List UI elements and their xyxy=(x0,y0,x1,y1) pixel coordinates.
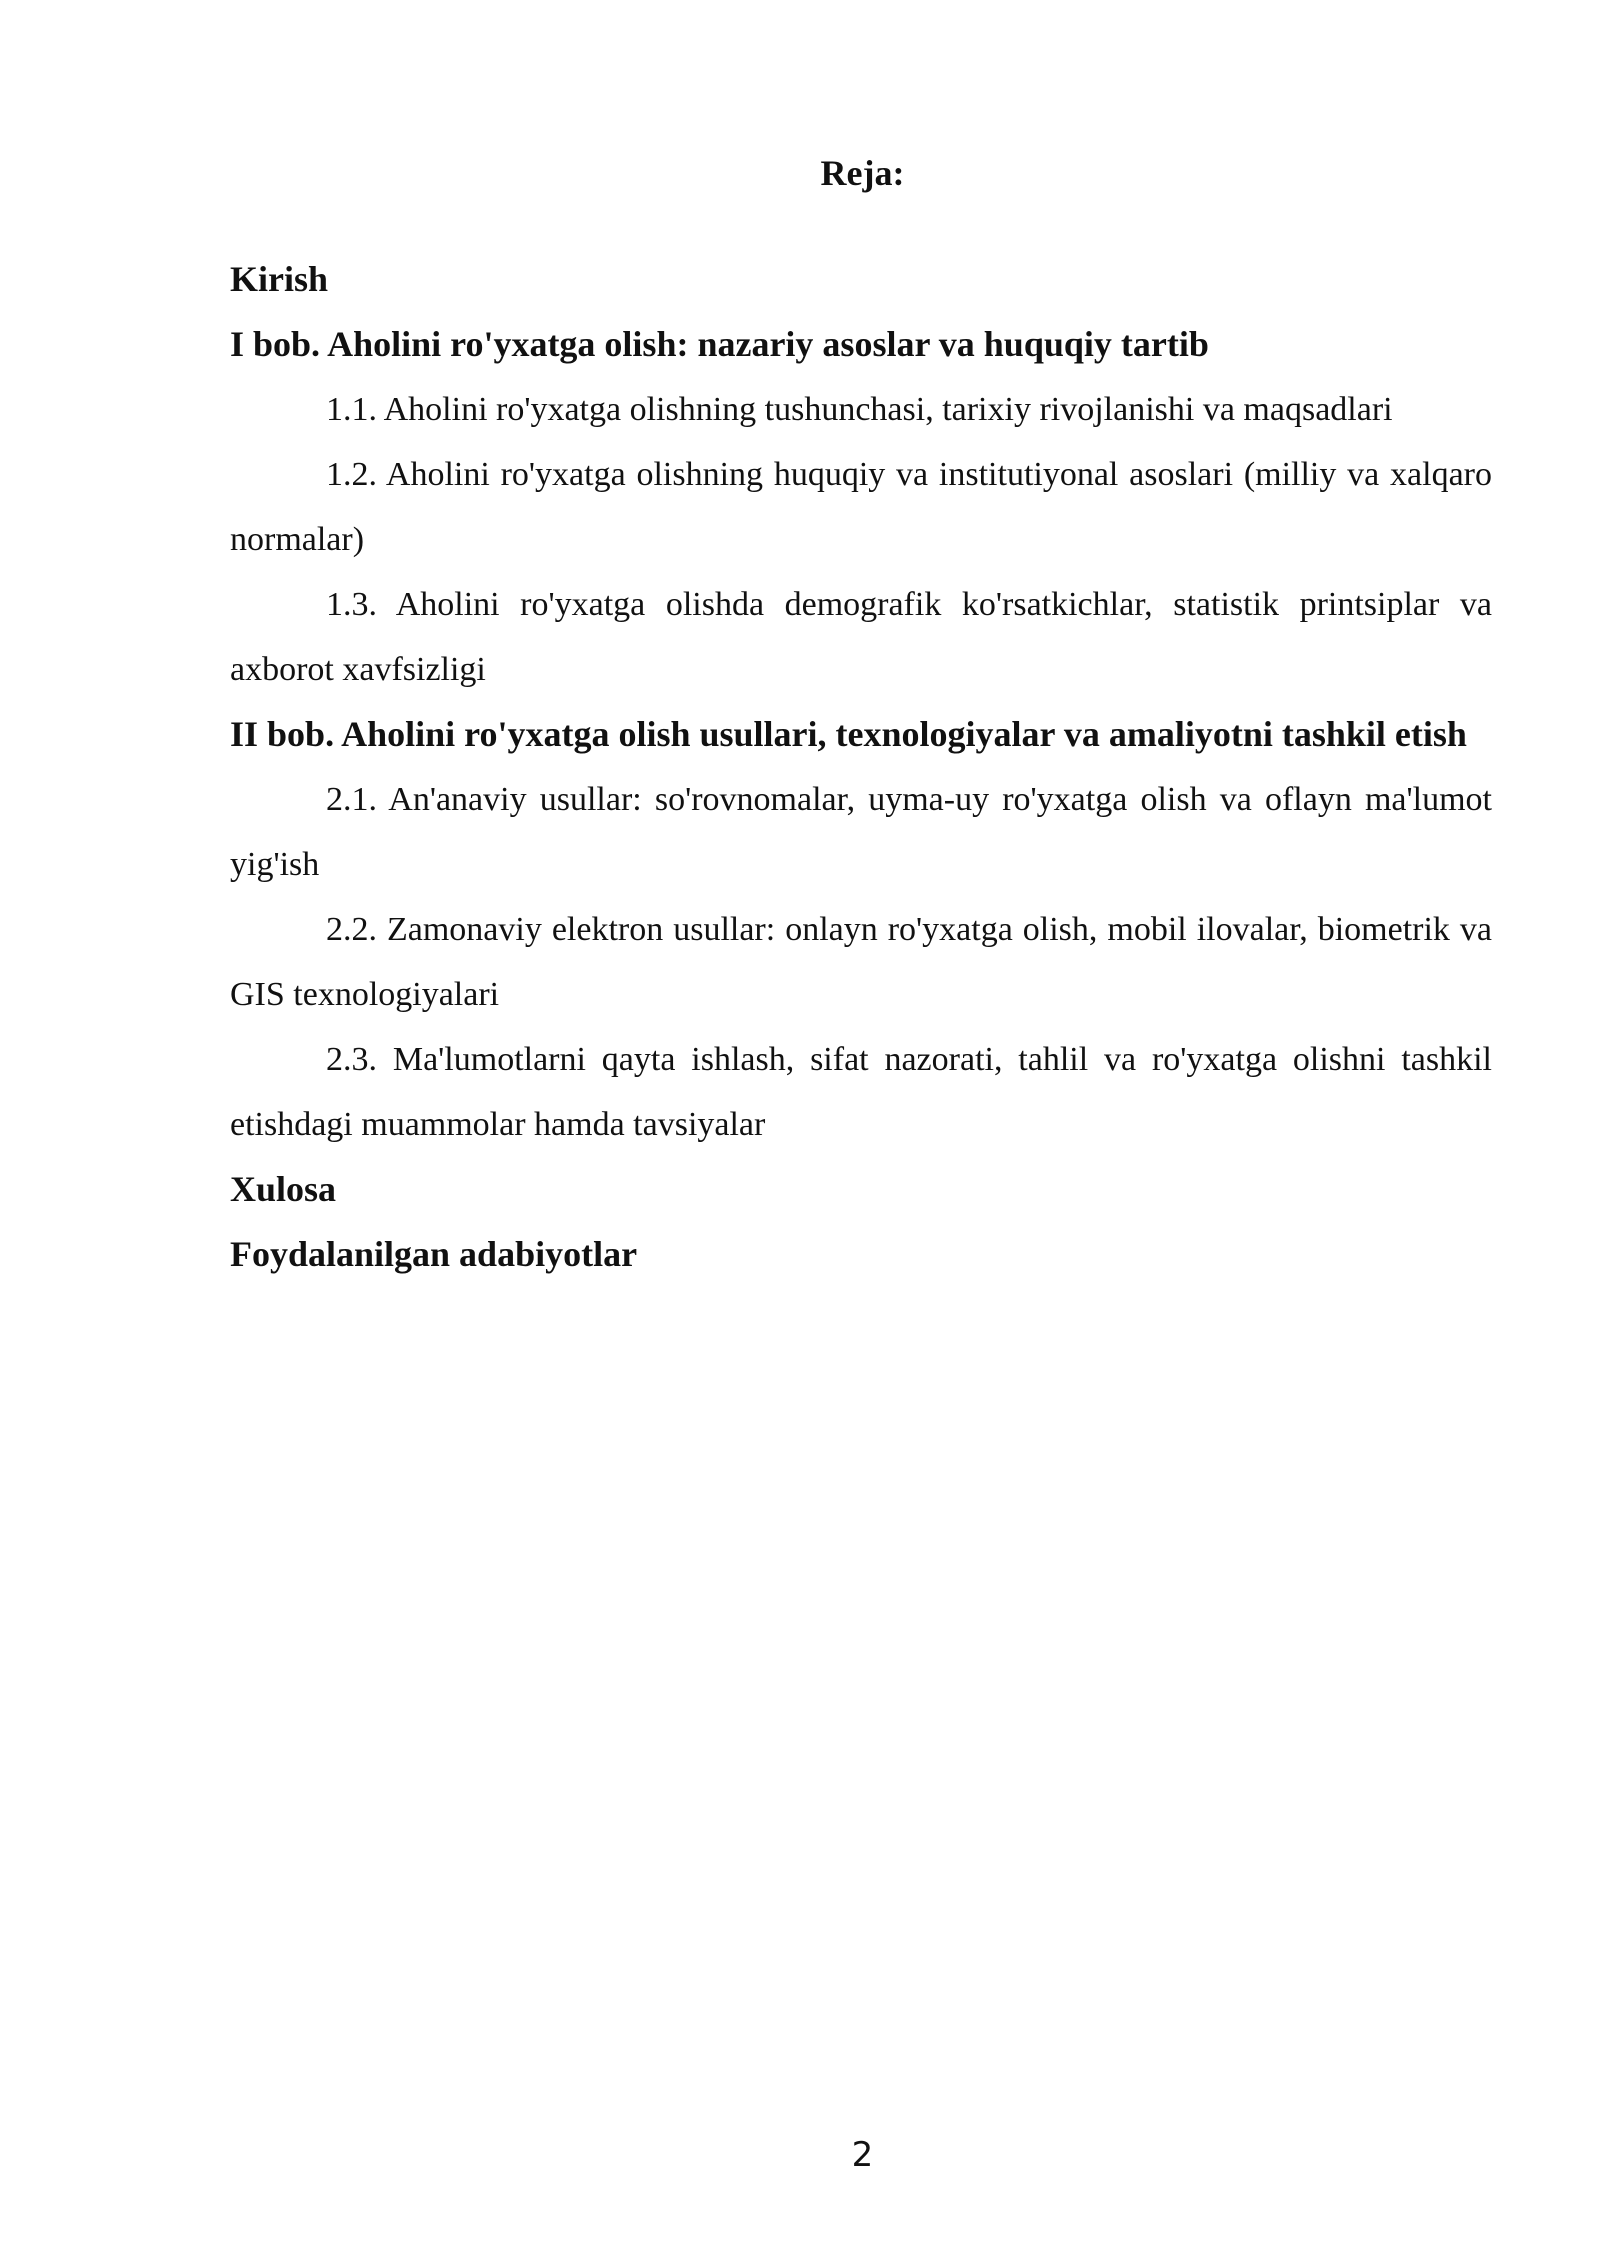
toc-references: Foydalanilgan adabiyotlar xyxy=(230,1234,638,1274)
toc-section-2-2: 2.2. Zamonaviy elektron usullar: onlayn ro'yxatga olish, mobil ilovalar, biometrik va GIS texnologiyalari xyxy=(230,911,1492,1013)
page-number: 2 xyxy=(851,2135,874,2175)
toc-conclusion: Xulosa xyxy=(230,1169,337,1209)
toc-section-1-2: 1.2. Aholini ro'yxatga olishning huquqiy va institutiyonal asoslari (milliy va xalqaro normalar) xyxy=(230,456,1492,558)
toc-section-1-1: 1.1. Aholini ro'yxatga olishning tushunchasi, tarixiy rivojlanishi va maqsadlari xyxy=(326,391,1393,428)
toc-chapter-2-heading: II bob. Aholini ro'yxatga olish usullari, texnologiyalar va amaliyotni tashkil etish xyxy=(230,714,1467,754)
toc-section-2-3: 2.3. Ma'lumotlarni qayta ishlash, sifat nazorati, tahlil va ro'yxatga olishni tashkil etishdagi muammolar hamda tavsiyalar xyxy=(230,1041,1492,1143)
toc-section-2-1: 2.1. An'anaviy usullar: so'rovnomalar, uyma-uy ro'yxatga olish va oflayn ma'lumot yig'ish xyxy=(230,781,1492,883)
toc-section-1-3: 1.3. Aholini ro'yxatga olishda demografik ko'rsatkichlar, statistik printsiplar va axborot xavfsizligi xyxy=(230,586,1492,688)
table-of-contents xyxy=(230,247,1492,1287)
toc-chapter-1-heading: I bob. Aholini ro'yxatga olish: nazariy asoslar va huquqiy tartib xyxy=(230,324,1209,364)
toc-intro: Kirish xyxy=(230,259,329,299)
page-title: Reja: xyxy=(820,153,905,193)
